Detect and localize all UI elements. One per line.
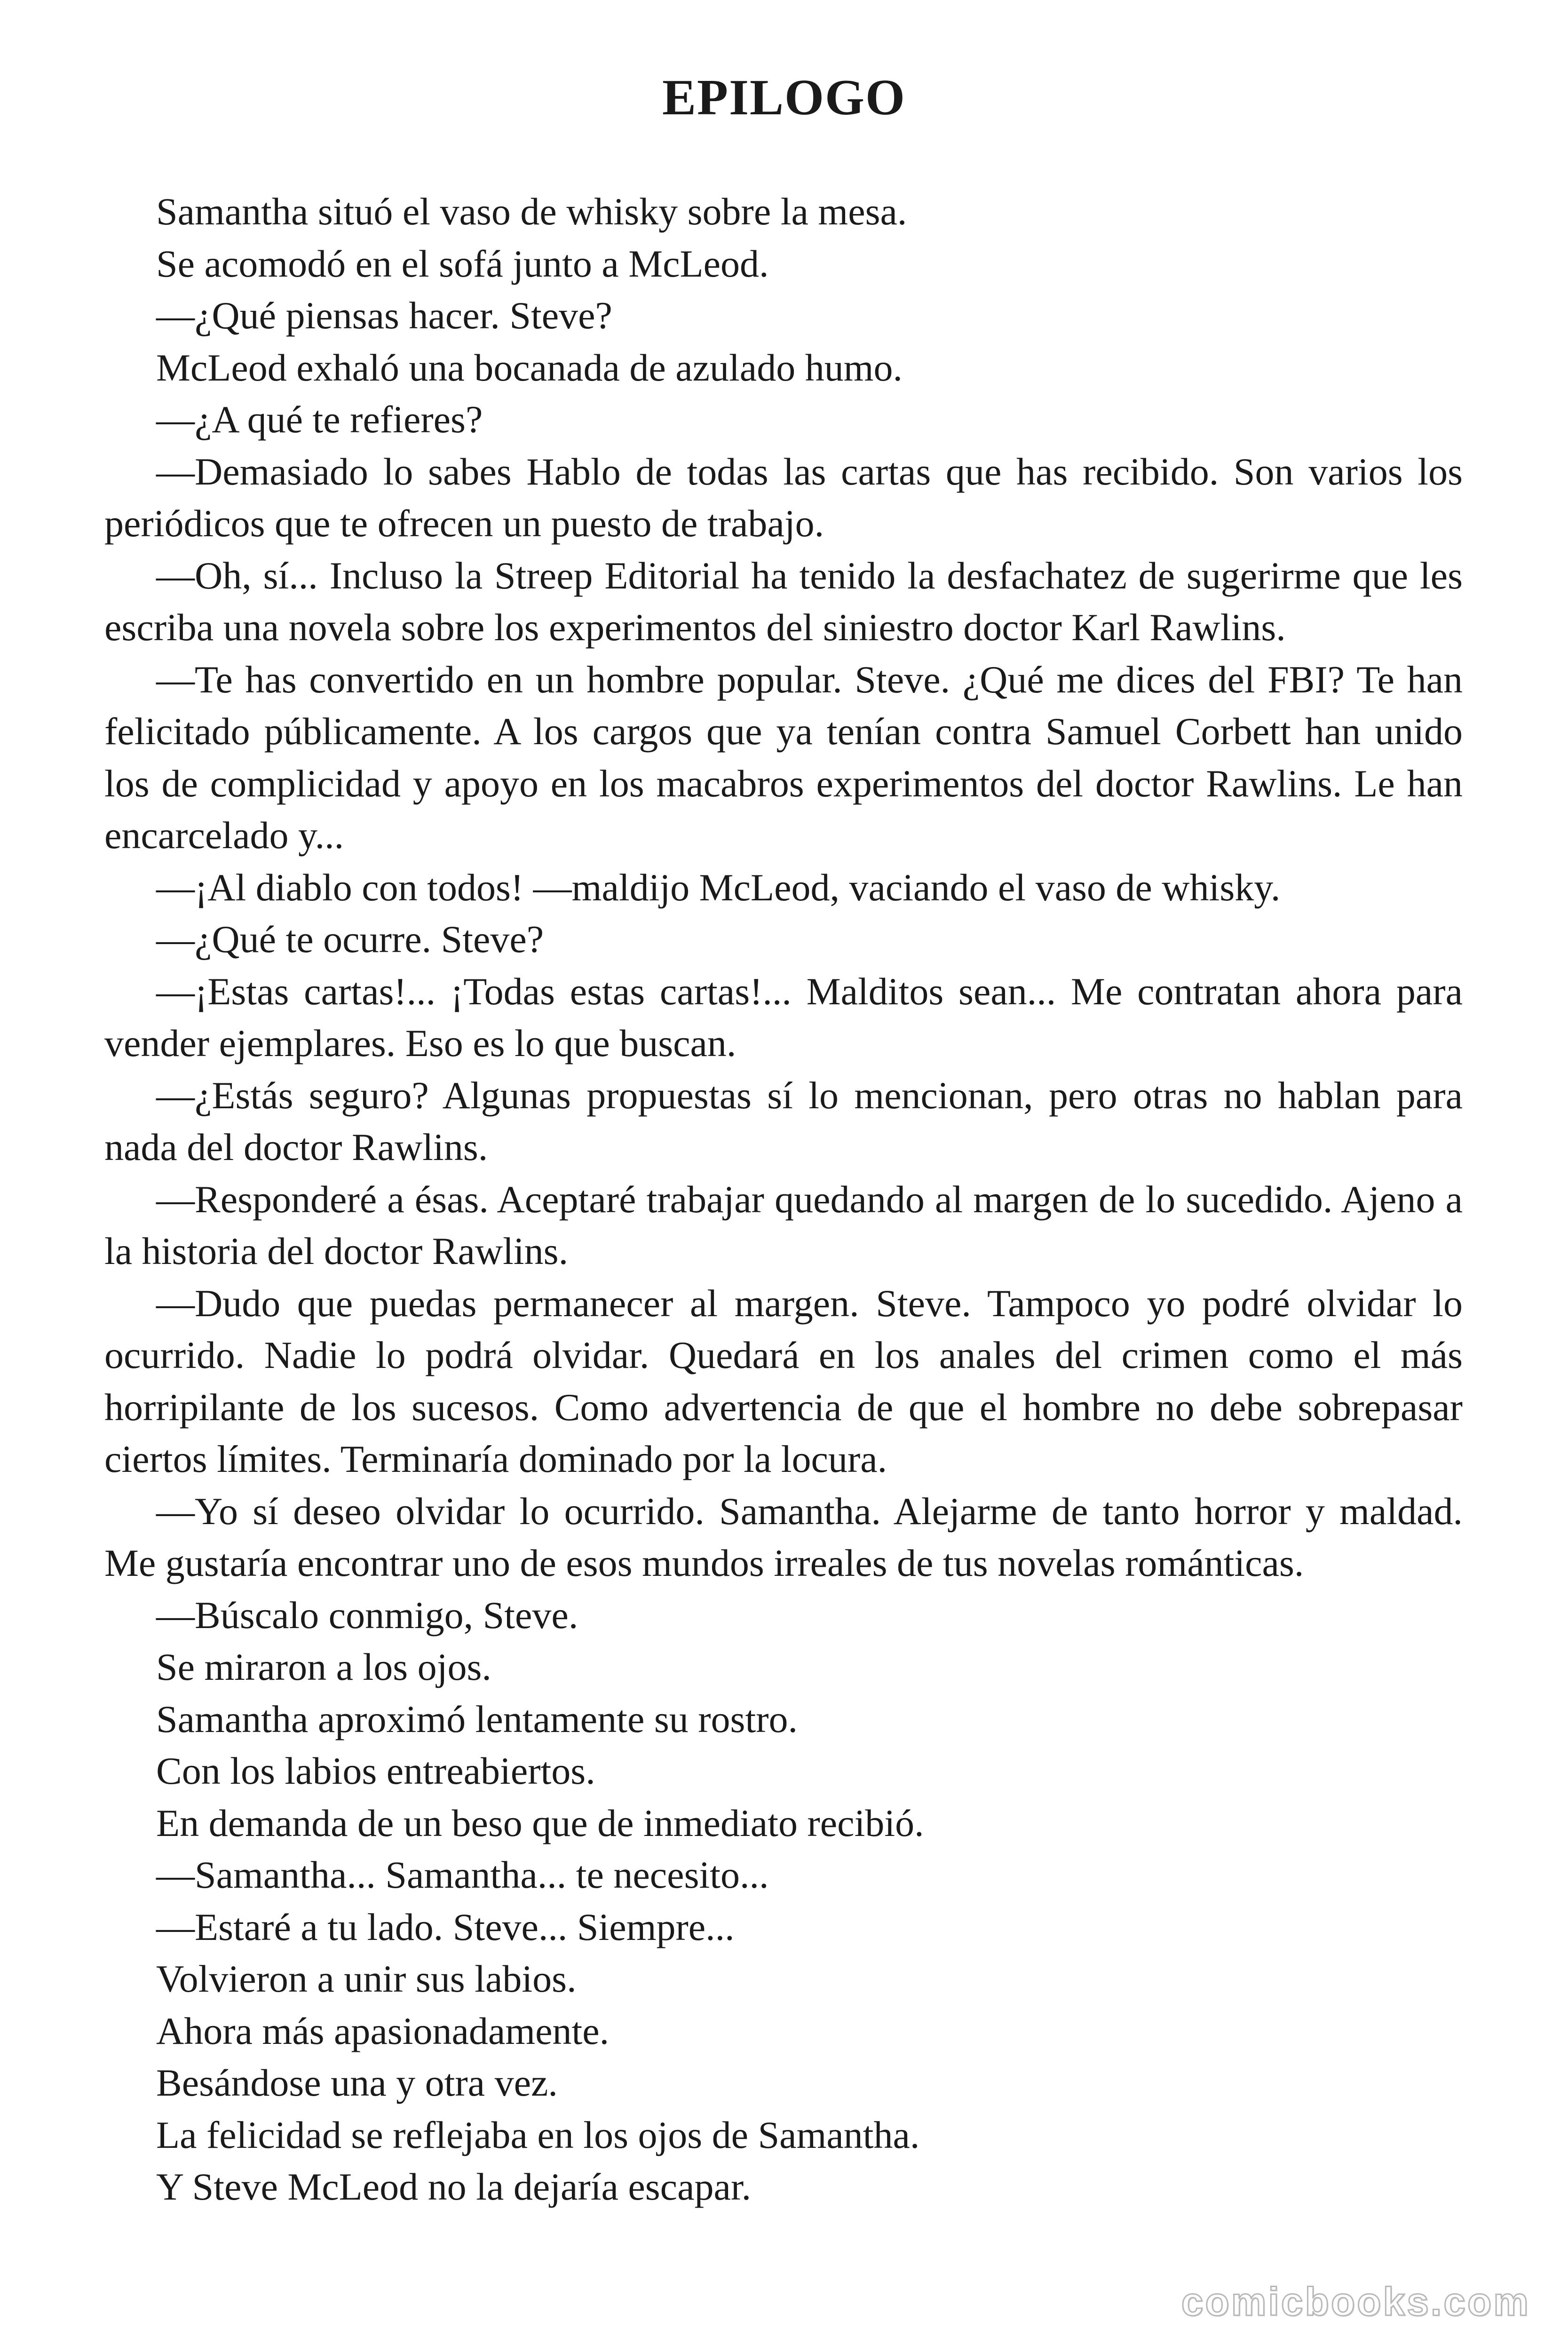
paragraph: Besándose una y otra vez. — [156, 2061, 558, 2104]
paragraph: —¿A qué te refieres? — [156, 398, 483, 441]
paragraph: —¡Al diablo con todos! —maldijo McLeod, vaciando el vaso de whisky. — [156, 866, 1281, 909]
paragraph: —Búscalo conmigo, Steve. — [156, 1593, 578, 1637]
watermark-logo: comicbooks.com — [1181, 2280, 1530, 2324]
paragraph: Se miraron a los ojos. — [156, 1645, 491, 1688]
paragraph: —¿Qué te ocurre. Steve? — [156, 918, 544, 961]
paragraph: Samantha situó el vaso de whisky sobre la mesa. — [156, 190, 907, 233]
paragraph: En demanda de un beso que de inmediato recibió. — [156, 1801, 924, 1844]
body-text — [104, 186, 1463, 2213]
paragraph: —Demasiado lo sabes Hablo de todas las cartas que has recibido. Son varios los periódicos que te ofrecen un puesto de trabajo. — [104, 450, 1463, 545]
paragraph: —Te has convertido en un hombre popular. Steve. ¿Qué me dices del FBI? Te han felicitado públicamente. A los cargos que ya tenían contra Samuel Corbett han unido los de complicidad y apoyo en los macabros experimentos del doctor Rawlins. Le han encarcelado y... — [104, 658, 1463, 857]
paragraph: —Samantha... Samantha... te necesito... — [156, 1853, 769, 1896]
paragraph: —Estaré a tu lado. Steve... Siempre... — [156, 1905, 735, 1948]
paragraph: —Oh, sí... Incluso la Streep Editorial ha tenido la desfachatez de sugerirme que les escriba una novela sobre los experimentos del siniestro doctor Karl Rawlins. — [104, 554, 1463, 649]
paragraph: —¡Estas cartas!... ¡Todas estas cartas!... Malditos sean... Me contratan ahora para vender ejemplares. Eso es lo que buscan. — [104, 969, 1463, 1065]
paragraph: Ahora más apasionadamente. — [156, 2009, 610, 2052]
paragraph: Se acomodó en el sofá junto a McLeod. — [156, 242, 769, 285]
paragraph: McLeod exhaló una bocanada de azulado humo. — [156, 346, 903, 389]
paragraph: Y Steve McLeod no la dejaría escapar. — [156, 2165, 752, 2208]
paragraph: Con los labios entreabiertos. — [156, 1749, 595, 1792]
paragraph: Samantha aproximó lentamente su rostro. — [156, 1697, 798, 1740]
paragraph: —Dudo que puedas permanecer al margen. Steve. Tampoco yo podré olvidar lo ocurrido. Nadie lo podrá olvidar. Quedará en los anales del crimen como el más horripilante de los sucesos. Como advertencia de que el hombre no debe sobrepasar ciertos límites. Terminaría dominado por la locura. — [104, 1281, 1463, 1480]
paragraph: La felicidad se reflejaba en los ojos de Samantha. — [156, 2113, 920, 2156]
paragraph: Volvieron a unir sus labios. — [156, 1957, 577, 2000]
chapter-title: EPILOGO — [662, 70, 906, 126]
paragraph: —Yo sí deseo olvidar lo ocurrido. Samantha. Alejarme de tanto horror y maldad. Me gustaría encontrar uno de esos mundos irreales de tus novelas románticas. — [104, 1489, 1463, 1584]
paragraph: —¿Estás seguro? Algunas propuestas sí lo mencionan, pero otras no hablan para nada del doctor Rawlins. — [104, 1073, 1463, 1168]
paragraph: —Responderé a ésas. Aceptaré trabajar quedando al margen de lo sucedido. Ajeno a la historia del doctor Rawlins. — [104, 1177, 1463, 1272]
paragraph: —¿Qué piensas hacer. Steve? — [156, 294, 612, 337]
